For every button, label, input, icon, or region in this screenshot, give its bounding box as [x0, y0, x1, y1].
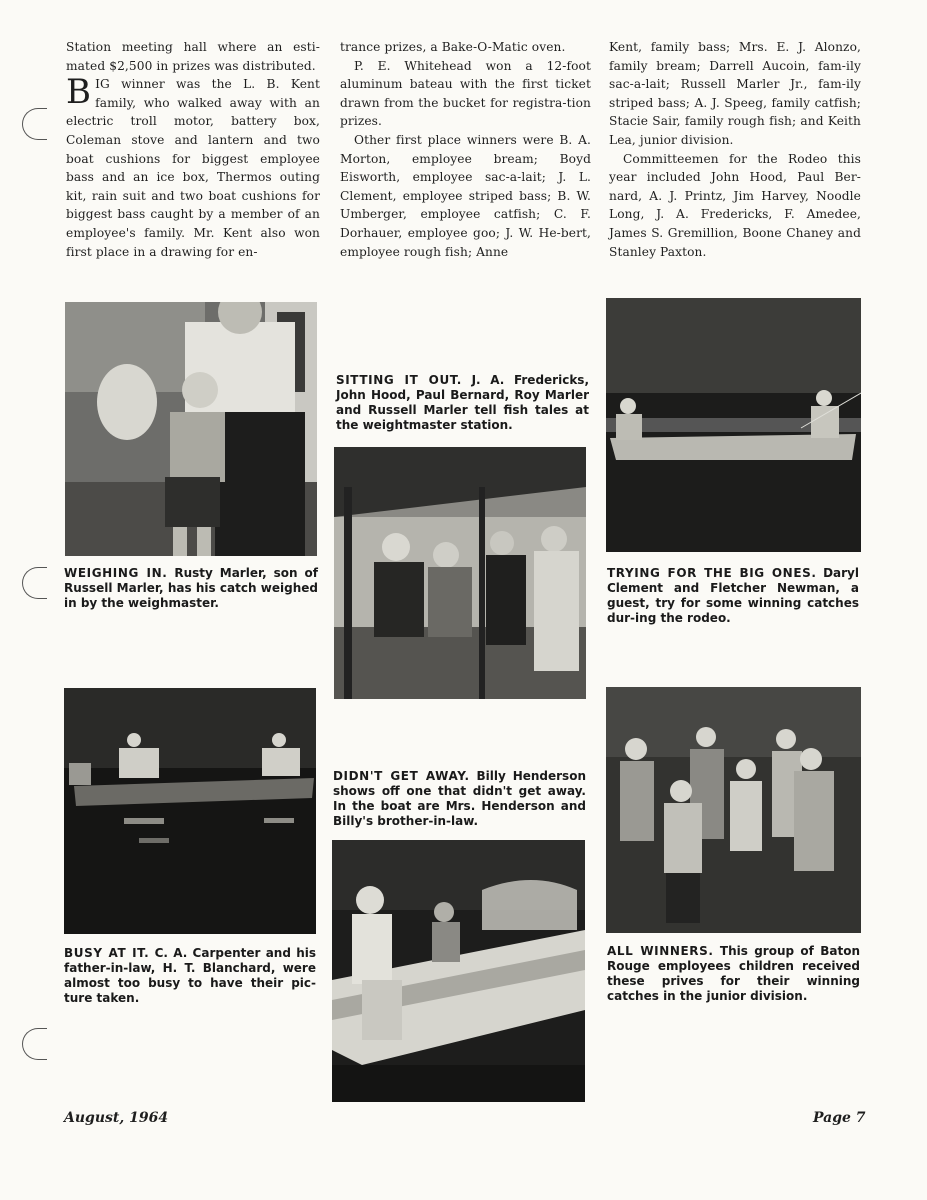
- article-column-1: [66, 38, 320, 261]
- paragraph: P. E. Whitehead won a 12-foot aluminum bateau with the first ticket drawn from the bucket for registra-tion prizes.: [340, 58, 591, 129]
- caption-body: J. A. Fredericks, John Hood, Paul Bernard, Roy Marler and Russell Marler tell fish tales at the weightmaster station.: [336, 373, 589, 432]
- punch-hole: [22, 108, 47, 140]
- paragraph: Station meeting hall where an esti-mated $2,500 in prizes was distributed.: [66, 40, 320, 73]
- photo-weighing-in: [65, 302, 317, 556]
- caption-head: SITTING IT OUT.: [336, 373, 462, 387]
- photo-all-winners: [606, 687, 861, 933]
- caption-trying-for-big-ones: [607, 566, 859, 626]
- paragraph: Kent, family bass; Mrs. E. J. Alonzo, family bream; Darrell Aucoin, fam-ily sac-a-lait; Russell Marler Jr., fam-ily striped bass; A. J. Speeg, family catfish; Stacie Sair, family rough fish; and Keith Lea, junior division.: [609, 40, 861, 147]
- caption-body: C. A. Carpenter and his father-in-law, H. T. Blanchard, were almost too busy to have their pic-ture taken.: [64, 946, 317, 1005]
- caption-body: Rusty Marler, son of Russell Marler, has his catch weighed in by the weighmaster.: [64, 566, 318, 610]
- paragraph: trance prizes, a Bake-O-Matic oven.: [340, 40, 566, 54]
- article-column-3: [609, 38, 861, 261]
- caption-head: TRYING FOR THE BIG ONES.: [607, 566, 817, 580]
- article-column-2: [340, 38, 591, 261]
- caption-weighing-in: [64, 566, 318, 611]
- caption-sitting-it-out: [336, 373, 589, 433]
- footer-date: August, 1964: [64, 1110, 169, 1126]
- caption-body: This group of Baton Rouge employees children received these prives for their winning catches in the junior division.: [607, 944, 860, 1003]
- caption-head: BUSY AT IT.: [64, 946, 150, 960]
- caption-head: DIDN'T GET AWAY.: [333, 769, 470, 783]
- paragraph-text: IG winner was the L. B. Kent family, who walked away with an electric troll motor, battery box, Coleman stove and lantern and two boat cushions for biggest employee bass and an ice box, Thermos outing kit, rain suit and two boat cushions for biggest bass caught by a member of an employee's family. Mr. Kent also won first place in a drawing for en-: [66, 77, 320, 259]
- paragraph: [66, 72, 320, 261]
- caption-body: Daryl Clement and Fletcher Newman, a guest, try for some winning catches dur-ing the rodeo.: [607, 566, 859, 625]
- punch-hole: [22, 1028, 47, 1060]
- paragraph: Other first place winners were B. A. Morton, employee bream; Boyd Eisworth, employee sac-a-lait; J. L. Clement, employee striped bass; B. W. Umberger, employee catfish; C. F. Dorhauer, employee goo; J. W. He-bert, employee rough fish; Anne: [340, 132, 591, 259]
- caption-head: ALL WINNERS.: [607, 944, 714, 958]
- photo-sitting-it-out: [334, 447, 586, 699]
- photo-busy-at-it: [64, 688, 316, 934]
- caption-busy-at-it: [64, 946, 316, 1006]
- caption-body: Billy Henderson shows off one that didn't get away. In the boat are Mrs. Henderson and Billy's brother-in-law.: [333, 769, 586, 828]
- footer-page-number: Page 7: [813, 1110, 866, 1126]
- caption-didnt-get-away: [333, 769, 586, 829]
- caption-head: WEIGHING IN.: [64, 566, 168, 580]
- caption-all-winners: [607, 944, 860, 1004]
- paragraph: Committeemen for the Rodeo this year included John Hood, Paul Ber-nard, A. J. Printz, Jim Harvey, Noodle Long, J. A. Fredericks, F. Amedee, James S. Gremillion, Boone Chaney and Stanley Paxton.: [609, 151, 861, 259]
- photo-didnt-get-away: [332, 840, 585, 1102]
- drop-cap: B: [66, 72, 92, 113]
- punch-hole: [22, 567, 47, 599]
- photo-trying-for-big-ones: [606, 298, 861, 552]
